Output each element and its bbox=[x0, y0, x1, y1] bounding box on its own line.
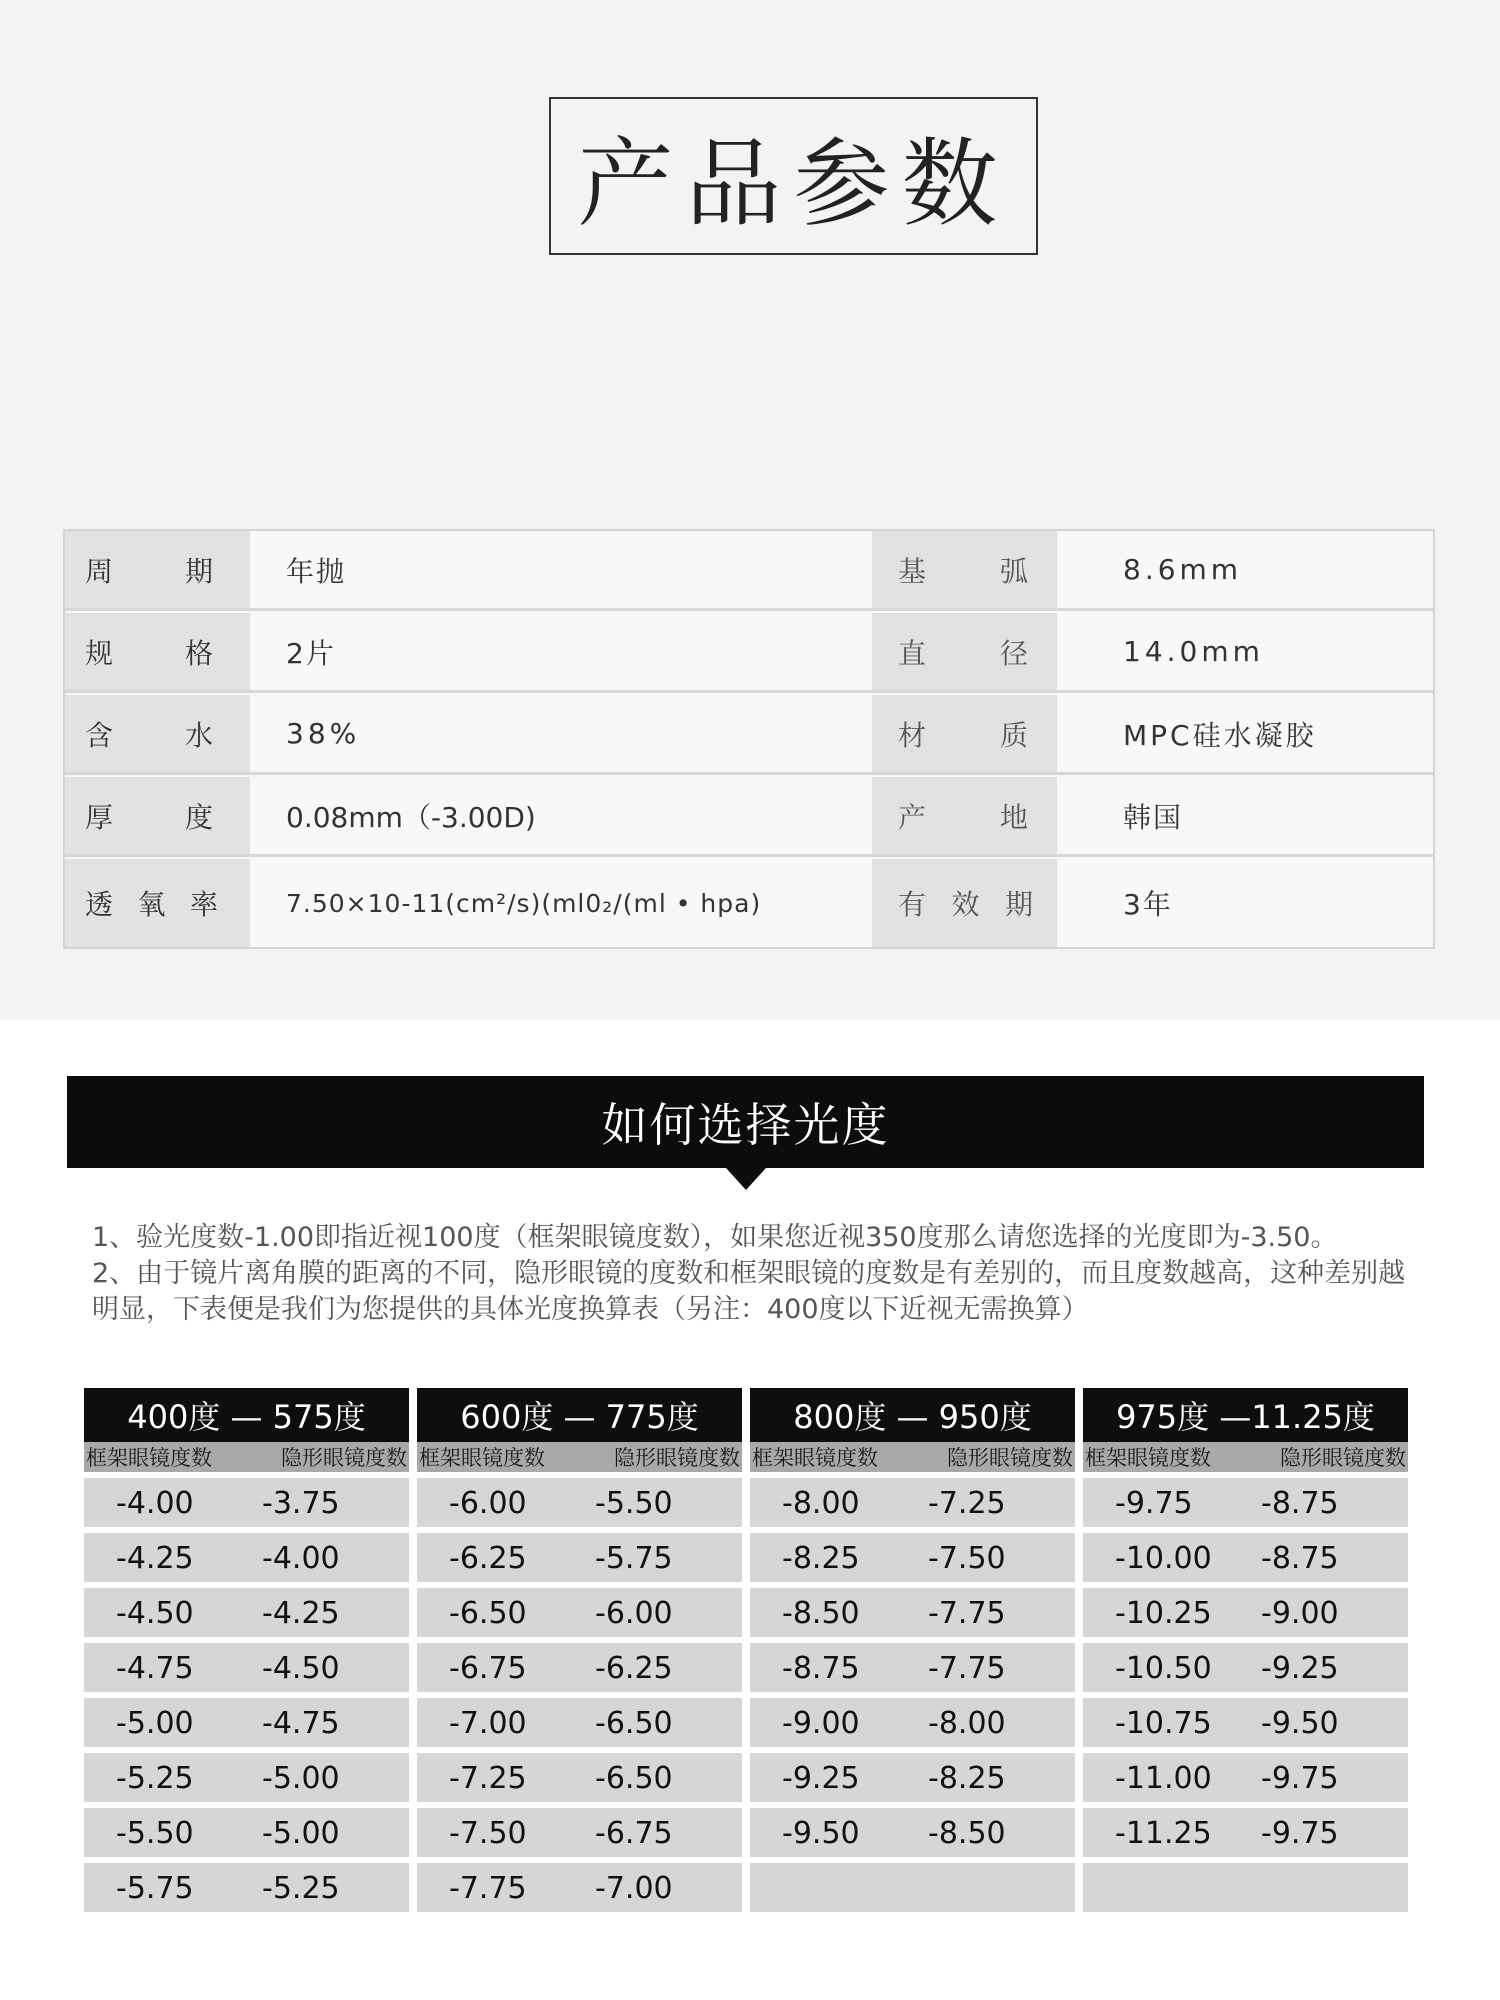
frame-power-value: -4.75 bbox=[116, 1651, 194, 1686]
contact-power-value: -7.00 bbox=[595, 1871, 673, 1906]
conversion-row bbox=[750, 1533, 1075, 1582]
subheader-frame-power: 框架眼镜度数 bbox=[1085, 1446, 1211, 1470]
spec-value-text: 3年 bbox=[1123, 888, 1173, 921]
frame-power-value: -5.50 bbox=[116, 1816, 194, 1851]
spec-label-char: 效 bbox=[951, 888, 980, 921]
conversion-rows bbox=[750, 1478, 1075, 1912]
frame-power-value: -7.50 bbox=[449, 1816, 527, 1851]
subheader-contact-power: 隐形眼镜度数 bbox=[281, 1446, 407, 1470]
subheader-frame-power: 框架眼镜度数 bbox=[752, 1446, 878, 1470]
spec-label-char: 期 bbox=[1004, 888, 1033, 921]
conversion-row bbox=[84, 1698, 409, 1747]
conversion-row bbox=[84, 1533, 409, 1582]
conversion-row bbox=[1083, 1643, 1408, 1692]
spec-value-text: MPC硅水凝胶 bbox=[1123, 718, 1317, 752]
spec-value-text: 8.6mm bbox=[1123, 553, 1243, 586]
contact-power-value: -6.50 bbox=[595, 1761, 673, 1796]
conversion-rows bbox=[1083, 1478, 1408, 1912]
conversion-row bbox=[84, 1753, 409, 1802]
conversion-row bbox=[1083, 1698, 1408, 1747]
conversion-row bbox=[417, 1863, 742, 1912]
spec-label-char: 材 bbox=[898, 718, 927, 752]
conversion-row bbox=[84, 1478, 409, 1527]
frame-power-value: -9.00 bbox=[782, 1706, 860, 1741]
frame-power-value: -9.75 bbox=[1115, 1486, 1193, 1521]
frame-power-value: -5.75 bbox=[116, 1871, 194, 1906]
contact-power-value: -6.75 bbox=[595, 1816, 673, 1851]
frame-power-value: -5.25 bbox=[116, 1761, 194, 1796]
spec-label-char: 期 bbox=[184, 554, 215, 588]
spec-value-text: 38% bbox=[286, 717, 361, 750]
spec-label-char: 水 bbox=[184, 718, 215, 752]
conversion-row bbox=[417, 1698, 742, 1747]
conversion-row bbox=[750, 1863, 1075, 1912]
conversion-row bbox=[417, 1753, 742, 1802]
contact-power-value: -5.25 bbox=[262, 1871, 340, 1906]
contact-power-value: -9.00 bbox=[1261, 1596, 1339, 1631]
frame-power-value: -5.00 bbox=[116, 1706, 194, 1741]
conversion-row bbox=[417, 1478, 742, 1527]
spec-value bbox=[1057, 777, 1433, 854]
spec-label-char: 度 bbox=[184, 800, 215, 834]
conversion-row bbox=[750, 1643, 1075, 1692]
contact-power-value: -9.75 bbox=[1261, 1761, 1339, 1796]
conversion-rows bbox=[417, 1478, 742, 1912]
contact-power-value: -6.50 bbox=[595, 1706, 673, 1741]
subheader-contact-power: 隐形眼镜度数 bbox=[1280, 1446, 1406, 1470]
conversion-row bbox=[1083, 1478, 1408, 1527]
contact-power-value: -4.25 bbox=[262, 1596, 340, 1631]
spec-label bbox=[65, 859, 250, 947]
frame-power-value: -10.25 bbox=[1115, 1596, 1212, 1631]
frame-power-value: -6.50 bbox=[449, 1596, 527, 1631]
frame-power-value: -8.50 bbox=[782, 1596, 860, 1631]
conversion-group-title: 400度 — 575度 bbox=[84, 1388, 409, 1442]
conversion-row bbox=[84, 1643, 409, 1692]
banner-pointer-icon bbox=[726, 1168, 766, 1190]
conversion-group-title: 975度 —11.25度 bbox=[1083, 1388, 1408, 1442]
frame-power-value: -9.25 bbox=[782, 1761, 860, 1796]
conversion-subheader bbox=[1083, 1442, 1408, 1472]
guide-banner-title: 如何选择光度 bbox=[601, 1098, 890, 1152]
spec-label-char: 基 bbox=[898, 554, 927, 588]
conversion-subheader bbox=[750, 1442, 1075, 1472]
spec-label-char: 周 bbox=[85, 554, 116, 588]
subheader-frame-power: 框架眼镜度数 bbox=[86, 1446, 212, 1470]
frame-power-value: -4.00 bbox=[116, 1486, 194, 1521]
conversion-row bbox=[1083, 1808, 1408, 1857]
conversion-row bbox=[84, 1808, 409, 1857]
spec-label-char: 地 bbox=[999, 800, 1028, 834]
spec-value bbox=[250, 695, 872, 772]
contact-power-value: -9.75 bbox=[1261, 1816, 1339, 1851]
conversion-row bbox=[84, 1588, 409, 1637]
conversion-row bbox=[417, 1808, 742, 1857]
conversion-group-title: 600度 — 775度 bbox=[417, 1388, 742, 1442]
frame-power-value: -8.75 bbox=[782, 1651, 860, 1686]
spec-row bbox=[65, 695, 1433, 775]
conversion-row bbox=[84, 1863, 409, 1912]
contact-power-value: -3.75 bbox=[262, 1486, 340, 1521]
subheader-contact-power: 隐形眼镜度数 bbox=[614, 1446, 740, 1470]
frame-power-value: -7.75 bbox=[449, 1871, 527, 1906]
guide-note-1: 1、验光度数-1.00即指近视100度（框架眼镜度数），如果您近视350度那么请您选择的光度即为-3.50。 bbox=[92, 1222, 1338, 1253]
conversion-row bbox=[750, 1478, 1075, 1527]
spec-value bbox=[1057, 859, 1433, 947]
power-guide-section bbox=[0, 1020, 1500, 2000]
frame-power-value: -10.75 bbox=[1115, 1706, 1212, 1741]
contact-power-value: -4.75 bbox=[262, 1706, 340, 1741]
contact-power-value: -5.00 bbox=[262, 1761, 340, 1796]
conversion-group-title: 800度 — 950度 bbox=[750, 1388, 1075, 1442]
frame-power-value: -10.00 bbox=[1115, 1541, 1212, 1576]
spec-value bbox=[1057, 695, 1433, 772]
contact-power-value: -5.50 bbox=[595, 1486, 673, 1521]
spec-row bbox=[65, 531, 1433, 611]
contact-power-value: -6.25 bbox=[595, 1651, 673, 1686]
subheader-contact-power: 隐形眼镜度数 bbox=[947, 1446, 1073, 1470]
spec-value-text: 14.0mm bbox=[1123, 635, 1264, 668]
contact-power-value: -4.50 bbox=[262, 1651, 340, 1686]
spec-label-char: 质 bbox=[999, 718, 1028, 752]
conversion-group bbox=[750, 1388, 1075, 1918]
spec-value-text: 2片 bbox=[286, 636, 336, 670]
frame-power-value: -4.50 bbox=[116, 1596, 194, 1631]
contact-power-value: -8.75 bbox=[1261, 1541, 1339, 1576]
spec-label-char: 直 bbox=[898, 636, 927, 670]
contact-power-value: -8.75 bbox=[1261, 1486, 1339, 1521]
page-title-box bbox=[549, 97, 1038, 255]
conversion-row bbox=[1083, 1863, 1408, 1912]
conversion-row bbox=[1083, 1533, 1408, 1582]
spec-value-text: 韩国 bbox=[1123, 800, 1184, 834]
spec-label-char: 规 bbox=[85, 636, 116, 670]
guide-banner bbox=[67, 1076, 1424, 1168]
contact-power-value: -7.75 bbox=[928, 1596, 1006, 1631]
spec-label-char: 透 bbox=[85, 888, 116, 921]
conversion-row bbox=[750, 1808, 1075, 1857]
contact-power-value: -6.00 bbox=[595, 1596, 673, 1631]
conversion-group bbox=[84, 1388, 409, 1918]
spec-label-char: 格 bbox=[184, 636, 215, 670]
spec-value-text: 年抛 bbox=[286, 554, 347, 588]
spec-row bbox=[65, 613, 1433, 693]
contact-power-value: -8.00 bbox=[928, 1706, 1006, 1741]
frame-power-value: -6.25 bbox=[449, 1541, 527, 1576]
spec-label-char: 产 bbox=[898, 800, 927, 834]
spec-label-char: 有 bbox=[898, 888, 927, 921]
frame-power-value: -11.00 bbox=[1115, 1761, 1212, 1796]
page-title: 产品参数 bbox=[577, 127, 1010, 240]
spec-label bbox=[65, 695, 250, 772]
spec-label-char: 含 bbox=[85, 718, 116, 752]
frame-power-value: -8.00 bbox=[782, 1486, 860, 1521]
spec-label-char: 弧 bbox=[999, 554, 1028, 588]
spec-label bbox=[65, 613, 250, 690]
conversion-row bbox=[417, 1643, 742, 1692]
spec-label-char: 径 bbox=[999, 636, 1028, 670]
frame-power-value: -6.75 bbox=[449, 1651, 527, 1686]
contact-power-value: -7.25 bbox=[928, 1486, 1006, 1521]
spec-value bbox=[1057, 531, 1433, 608]
spec-value bbox=[250, 777, 872, 854]
frame-power-value: -10.50 bbox=[1115, 1651, 1212, 1686]
conversion-subheader bbox=[417, 1442, 742, 1472]
spec-label bbox=[872, 531, 1057, 608]
conversion-row bbox=[1083, 1753, 1408, 1802]
conversion-row bbox=[750, 1753, 1075, 1802]
conversion-group bbox=[1083, 1388, 1408, 1918]
conversion-row bbox=[750, 1698, 1075, 1747]
spec-value bbox=[250, 531, 872, 608]
spec-label bbox=[872, 777, 1057, 854]
spec-label bbox=[872, 613, 1057, 690]
spec-label bbox=[872, 859, 1057, 947]
spec-row bbox=[65, 777, 1433, 857]
frame-power-value: -9.50 bbox=[782, 1816, 860, 1851]
conversion-row bbox=[1083, 1588, 1408, 1637]
conversion-row bbox=[417, 1533, 742, 1582]
spec-label bbox=[872, 695, 1057, 772]
subheader-frame-power: 框架眼镜度数 bbox=[419, 1446, 545, 1470]
contact-power-value: -5.00 bbox=[262, 1816, 340, 1851]
spec-label bbox=[65, 777, 250, 854]
spec-value bbox=[250, 613, 872, 690]
conversion-row bbox=[417, 1588, 742, 1637]
contact-power-value: -8.50 bbox=[928, 1816, 1006, 1851]
frame-power-value: -7.25 bbox=[449, 1761, 527, 1796]
frame-power-value: -7.00 bbox=[449, 1706, 527, 1741]
spec-label-char: 氧 bbox=[137, 888, 168, 921]
contact-power-value: -4.00 bbox=[262, 1541, 340, 1576]
conversion-row bbox=[750, 1588, 1075, 1637]
frame-power-value: -4.25 bbox=[116, 1541, 194, 1576]
spec-value-text: 0.08mm（-3.00D) bbox=[286, 800, 536, 834]
guide-note-2: 2、由于镜片离角膜的距离的不同，隐形眼镜的度数和框架眼镜的度数是有差别的，而且度数越高，这种差别越明显，下表便是我们为您提供的具体光度换算表（另注：400度以下近视无需换算） bbox=[92, 1258, 1406, 1325]
spec-table bbox=[63, 529, 1435, 949]
spec-value-text: 7.50×10-11(cm²/s)(ml0₂/(ml • hpa) bbox=[286, 888, 762, 918]
conversion-group bbox=[417, 1388, 742, 1918]
frame-power-value: -6.00 bbox=[449, 1486, 527, 1521]
contact-power-value: -8.25 bbox=[928, 1761, 1006, 1796]
frame-power-value: -11.25 bbox=[1115, 1816, 1212, 1851]
frame-power-value: -8.25 bbox=[782, 1541, 860, 1576]
guide-notes bbox=[92, 1220, 1432, 1328]
spec-row bbox=[65, 859, 1433, 947]
contact-power-value: -7.75 bbox=[928, 1651, 1006, 1686]
contact-power-value: -7.50 bbox=[928, 1541, 1006, 1576]
contact-power-value: -5.75 bbox=[595, 1541, 673, 1576]
spec-value bbox=[250, 859, 872, 947]
spec-label-char: 厚 bbox=[85, 800, 116, 834]
spec-label-char: 率 bbox=[189, 888, 220, 921]
contact-power-value: -9.50 bbox=[1261, 1706, 1339, 1741]
spec-label bbox=[65, 531, 250, 608]
contact-power-value: -9.25 bbox=[1261, 1651, 1339, 1686]
conversion-rows bbox=[84, 1478, 409, 1912]
spec-value bbox=[1057, 613, 1433, 690]
conversion-subheader bbox=[84, 1442, 409, 1472]
